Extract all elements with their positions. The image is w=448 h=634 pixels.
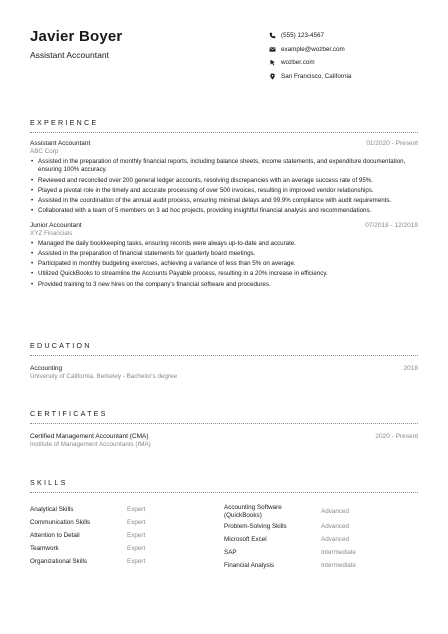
skill-level: Intermediate	[321, 562, 357, 569]
list-item: • Assisted in the preparation of financial statements for quarterly board meetings.	[30, 250, 418, 258]
skill-name: SAP	[224, 548, 237, 556]
skill-name: Problem-Solving Skills	[224, 522, 287, 530]
list-item	[30, 542, 224, 555]
bullet-list	[30, 158, 418, 216]
skill-level: Advanced	[321, 523, 350, 530]
skill-level: Expert	[127, 519, 146, 526]
entry-role: Junior Accountant	[30, 221, 82, 229]
entry-org: Institute of Management Accountants (IMA)	[30, 441, 151, 448]
entry-date: 07/2018 - 12/2019	[365, 221, 418, 229]
list-item	[224, 533, 418, 546]
location-pin-icon	[268, 72, 277, 81]
bullet-list	[30, 240, 418, 289]
mail-icon	[268, 45, 277, 54]
skill-name: Organizational Skills	[30, 557, 88, 565]
list-item: • Participated in monthly budgeting exercises, achieving a variance of less than 5% on average.	[30, 260, 418, 268]
skill-name: Accounting Software (QuickBooks)	[224, 504, 282, 519]
skill-name: Teamwork	[30, 544, 59, 552]
entry-date: 01/2020 - Present	[366, 140, 418, 147]
skills-column-right	[224, 503, 418, 572]
candidate-title: Assistant Accountant	[30, 50, 109, 60]
entry-role: Accounting	[30, 365, 63, 372]
skill-level: Expert	[127, 558, 146, 565]
contact-phone	[268, 29, 351, 43]
experience-entry	[30, 140, 418, 216]
section-divider	[30, 132, 418, 133]
skills-section	[30, 478, 418, 572]
entry-date: 2018	[403, 365, 418, 372]
list-item: • Utilized QuickBooks to streamline the Accounts Payable process, resulting in a 20% increase in efficiency.	[30, 270, 418, 278]
candidate-name: Javier Boyer	[30, 28, 123, 45]
skill-level: Expert	[127, 532, 146, 539]
entry-org: XYZ Financials	[30, 229, 73, 237]
skill-name: Attention to Detail	[30, 531, 80, 539]
contact-location-text: San Francisco, California	[281, 72, 352, 80]
list-item: • Reviewed and reconciled over 200 general ledger accounts, resolving discrepancies with an average success rate of 95%.	[30, 177, 418, 185]
contact-email[interactable]	[268, 43, 351, 57]
link-icon	[268, 58, 277, 67]
experience-heading: EXPERIENCE	[30, 118, 99, 127]
skills-heading: SKILLS	[30, 478, 68, 487]
skill-name: Communication Skills	[30, 518, 91, 526]
list-item	[224, 559, 418, 572]
skill-level: Expert	[127, 506, 146, 513]
entry-role: Assistant Accountant	[30, 140, 91, 147]
list-item: • Assisted in the preparation of monthly financial reports, including balance sheets, income statements, and expenditure documentation, ensuring 100% accuracy.	[30, 158, 418, 174]
experience-section	[30, 118, 418, 291]
list-item: • Provided training to 3 new hires on the company's financial software and procedures.	[30, 281, 418, 289]
list-item	[30, 516, 224, 529]
skill-name: Microsoft Excel	[224, 535, 267, 543]
list-item: • Assisted in the coordination of the annual audit process, ensuring minimal delays and 99.9% compliance with audit requirements.	[30, 197, 418, 205]
skills-column-left	[30, 503, 224, 572]
experience-entry	[30, 222, 418, 289]
skill-level: Advanced	[321, 536, 350, 543]
list-item: • Collaborated with a team of 5 members on 3 ad hoc projects, providing insightful financial analysis and recommendations.	[30, 207, 418, 215]
contact-website[interactable]	[268, 56, 351, 70]
resume-header	[30, 28, 418, 80]
contact-website-text: wozber.com	[281, 59, 315, 67]
list-item	[30, 529, 224, 542]
list-item: • Played a pivotal role in the timely and accurate processing of over 500 invoices, resulting in improved vendor relationships.	[30, 187, 418, 195]
phone-icon	[268, 31, 277, 40]
contact-email-text: example@wozber.com	[281, 45, 345, 53]
section-divider	[30, 423, 418, 424]
list-item: • Managed the daily bookkeeping tasks, ensuring records were always up-to-date and accurate.	[30, 240, 418, 248]
contact-phone-text: (555) 123-4567	[281, 32, 325, 40]
list-item	[224, 503, 418, 520]
list-item	[30, 555, 224, 568]
list-item	[224, 546, 418, 559]
skill-name: Analytical Skills	[30, 505, 74, 513]
education-section	[30, 341, 418, 381]
contact-location	[268, 70, 351, 84]
entry-org: University of California, Berkeley - Bachelor's degree	[30, 373, 178, 380]
education-heading: EDUCATION	[30, 341, 92, 350]
section-divider	[30, 355, 418, 356]
skill-level: Advanced	[321, 508, 350, 515]
entry-date: 2020 - Present	[375, 433, 418, 440]
list-item	[224, 520, 418, 533]
entry-role: Certified Management Accountant (CMA)	[30, 433, 149, 440]
skill-level: Expert	[127, 545, 146, 552]
entry-org: ABC Corp	[30, 148, 59, 155]
contact-list	[268, 29, 351, 83]
list-item	[30, 503, 224, 516]
certificates-section	[30, 409, 418, 449]
skill-level: Intermediate	[321, 549, 357, 556]
education-entry	[30, 365, 418, 381]
certificates-heading: CERTIFICATES	[30, 409, 108, 418]
section-divider	[30, 492, 418, 493]
skill-name: Financial Analysis	[224, 561, 275, 569]
certificate-entry	[30, 433, 418, 449]
